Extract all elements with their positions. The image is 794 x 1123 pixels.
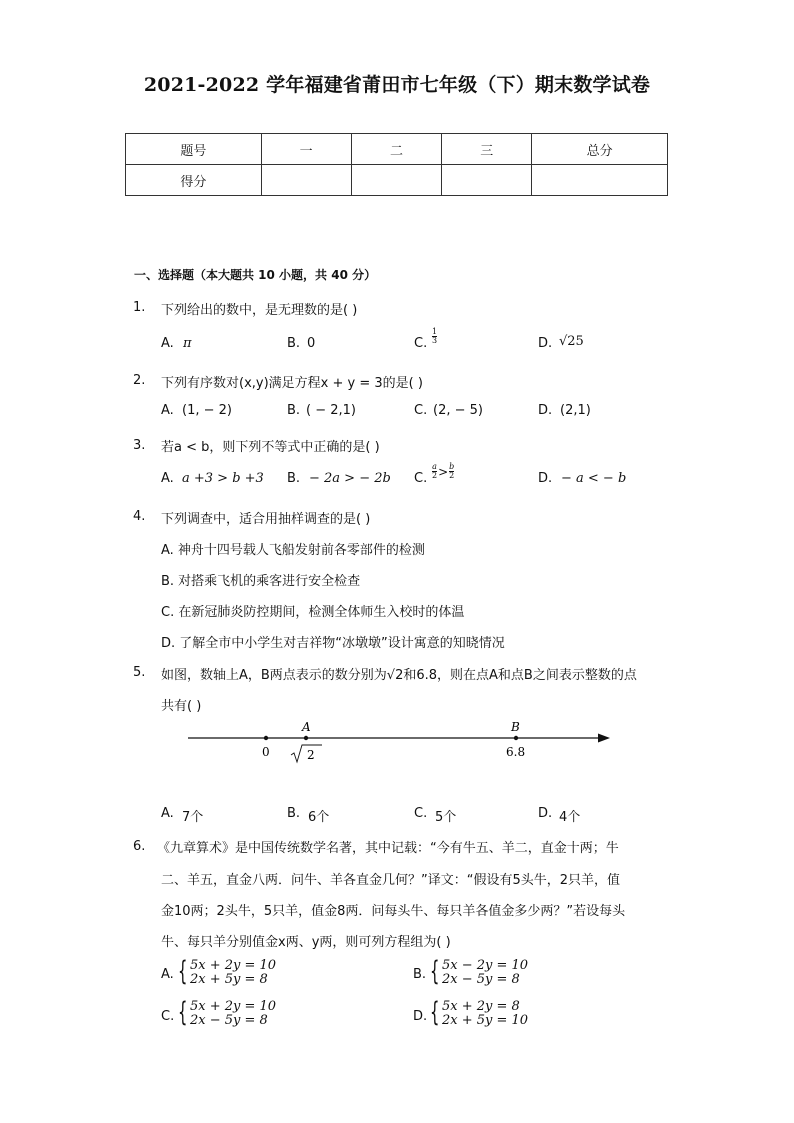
option-label: B.: [287, 806, 301, 821]
option-label: C.: [414, 336, 428, 351]
score-header-cell: 三: [442, 134, 532, 165]
score-table: [125, 133, 668, 196]
equation-row: 5x − 2y = 10: [442, 958, 529, 973]
equation-row: 5x + 2y = 10: [190, 999, 277, 1014]
option-label: A.: [161, 806, 174, 821]
inequality-fractions: [432, 463, 454, 480]
score-table-score-row: [126, 165, 668, 196]
origin-label: 0: [262, 745, 270, 759]
option-label: C.: [414, 403, 428, 418]
fraction: [432, 328, 437, 345]
option-value: 4个: [559, 810, 581, 825]
option-value: a +3 > b +3: [182, 471, 264, 486]
option-label: A.: [161, 403, 174, 418]
question-number: 4.: [133, 509, 146, 524]
fraction-numerator: b: [449, 462, 455, 471]
score-header-cell: 总分: [532, 134, 668, 165]
option-value: 7个: [182, 810, 204, 825]
b-value-label: 6.8: [506, 745, 526, 759]
option-label: D.: [413, 1009, 428, 1024]
option-label: B.: [413, 967, 427, 982]
option-value: π: [183, 336, 192, 351]
option-label: A.: [161, 471, 174, 486]
origin-point: [264, 736, 268, 740]
option-text: C. 在新冠肺炎防控期间，检测全体师生入校时的体温: [161, 605, 465, 620]
option-label: C.: [161, 1009, 175, 1024]
page-title: 2021-2022 学年福建省莆田市七年级（下）期末数学试卷: [143, 74, 651, 96]
equation-row: 2x − 5y = 8: [442, 972, 520, 987]
question-number: 5.: [133, 665, 146, 680]
arrow-head-icon: [598, 734, 610, 743]
fraction-denominator: 2: [449, 471, 455, 480]
question-text: 下列给出的数中，是无理数的是( ): [161, 303, 358, 318]
option-value: 5个: [435, 810, 457, 825]
equation-row: 2x − 5y = 8: [190, 1013, 268, 1028]
option-value: ( − 2,1): [306, 403, 356, 418]
score-cell: [261, 165, 351, 196]
question-text-line: 金10两；2头牛，5只羊，值金8两．问每头牛、每只羊各值金多少两？”若设每头: [161, 904, 626, 919]
question-text: 下列调查中，适合用抽样调查的是( ): [161, 512, 371, 527]
score-header-cell: 二: [351, 134, 442, 165]
score-table-header-row: [126, 134, 668, 165]
brace-icon: {: [178, 956, 188, 987]
brace-icon: {: [430, 997, 440, 1028]
brace-icon: {: [178, 997, 188, 1028]
question-text: 共有( ): [161, 699, 202, 714]
option-value: 0: [307, 336, 316, 351]
score-row-label: 得分: [126, 165, 262, 196]
question-text: 如图，数轴上A，B两点表示的数分别为√2和6.8，则在点A和点B之间表示整数的点: [161, 668, 637, 683]
point-a: [304, 736, 308, 740]
question-text-line: 二、羊五，直金八两．问牛、羊各直金几何？”译文：“假设有5头牛，2只羊，值: [161, 873, 621, 888]
brace-icon: {: [430, 956, 440, 987]
option-label: B.: [287, 403, 301, 418]
option-text: D. 了解全市中小学生对吉祥物“冰墩墩”设计寓意的知晓情况: [161, 636, 505, 651]
option-label: D.: [538, 336, 553, 351]
question-number: 1.: [133, 300, 146, 315]
fraction-denominator: 2: [432, 471, 438, 480]
question-text: 若a < b，则下列不等式中正确的是( ): [161, 440, 380, 455]
option-text: A. 神舟十四号载人飞船发射前各零部件的检测: [161, 543, 425, 558]
option-label: A.: [161, 336, 174, 351]
option-value: (2,1): [560, 403, 591, 418]
sqrt2-radicand: 2: [307, 748, 315, 762]
fraction-numerator: a: [432, 462, 437, 471]
option-value: (1, − 2): [182, 403, 232, 418]
option-label: C.: [414, 806, 428, 821]
option-value: − 2a > − 2b: [309, 471, 391, 486]
question-number: 6.: [133, 839, 146, 854]
equation-row: 2x + 5y = 10: [442, 1013, 529, 1028]
option-label: B.: [287, 336, 301, 351]
question-text-line: 《九章算术》是中国传统数学名著，其中记载：“今有牛五、羊二，直金十两；牛: [157, 841, 619, 856]
score-header-cell: 一: [261, 134, 351, 165]
question-number: 3.: [133, 438, 146, 453]
point-a-label: A: [302, 720, 311, 734]
score-cell: [532, 165, 668, 196]
fraction-denominator: 3: [432, 336, 438, 345]
option-label: D.: [538, 806, 553, 821]
equation-system: [178, 956, 277, 987]
equation-system: [178, 997, 277, 1028]
equation-row: 5x + 2y = 8: [442, 999, 520, 1014]
number-line-figure: [180, 715, 620, 770]
option-label: D.: [538, 403, 553, 418]
option-value: 6个: [308, 810, 330, 825]
option-value: − a < − b: [561, 471, 627, 486]
point-b-label: B: [511, 720, 520, 734]
option-label: D.: [538, 471, 553, 486]
fraction-numerator: 1: [432, 327, 438, 336]
option-label: C.: [414, 471, 428, 486]
section-heading: 一、选择题（本大题共 10 小题，共 40 分）: [134, 268, 377, 282]
option-value: √25: [559, 334, 584, 349]
question-number: 2.: [133, 373, 146, 388]
score-cell: [442, 165, 532, 196]
option-label: A.: [161, 967, 174, 982]
equation-row: 5x + 2y = 10: [190, 958, 277, 973]
equation-row: 2x + 5y = 8: [190, 972, 268, 987]
question-text: 下列有序数对(x,y)满足方程x + y = 3的是( ): [161, 376, 423, 391]
equation-system: [430, 997, 529, 1028]
option-text: B. 对搭乘飞机的乘客进行安全检查: [161, 574, 361, 589]
option-value: (2, − 5): [433, 403, 483, 418]
score-cell: [351, 165, 442, 196]
greater-than-sign: >: [438, 464, 449, 479]
question-text-line: 牛、每只羊分别值金x两、y两，则可列方程组为( ): [161, 935, 451, 950]
score-header-cell: 题号: [126, 134, 262, 165]
point-b: [514, 736, 518, 740]
equation-system: [430, 956, 529, 987]
option-label: B.: [287, 471, 301, 486]
